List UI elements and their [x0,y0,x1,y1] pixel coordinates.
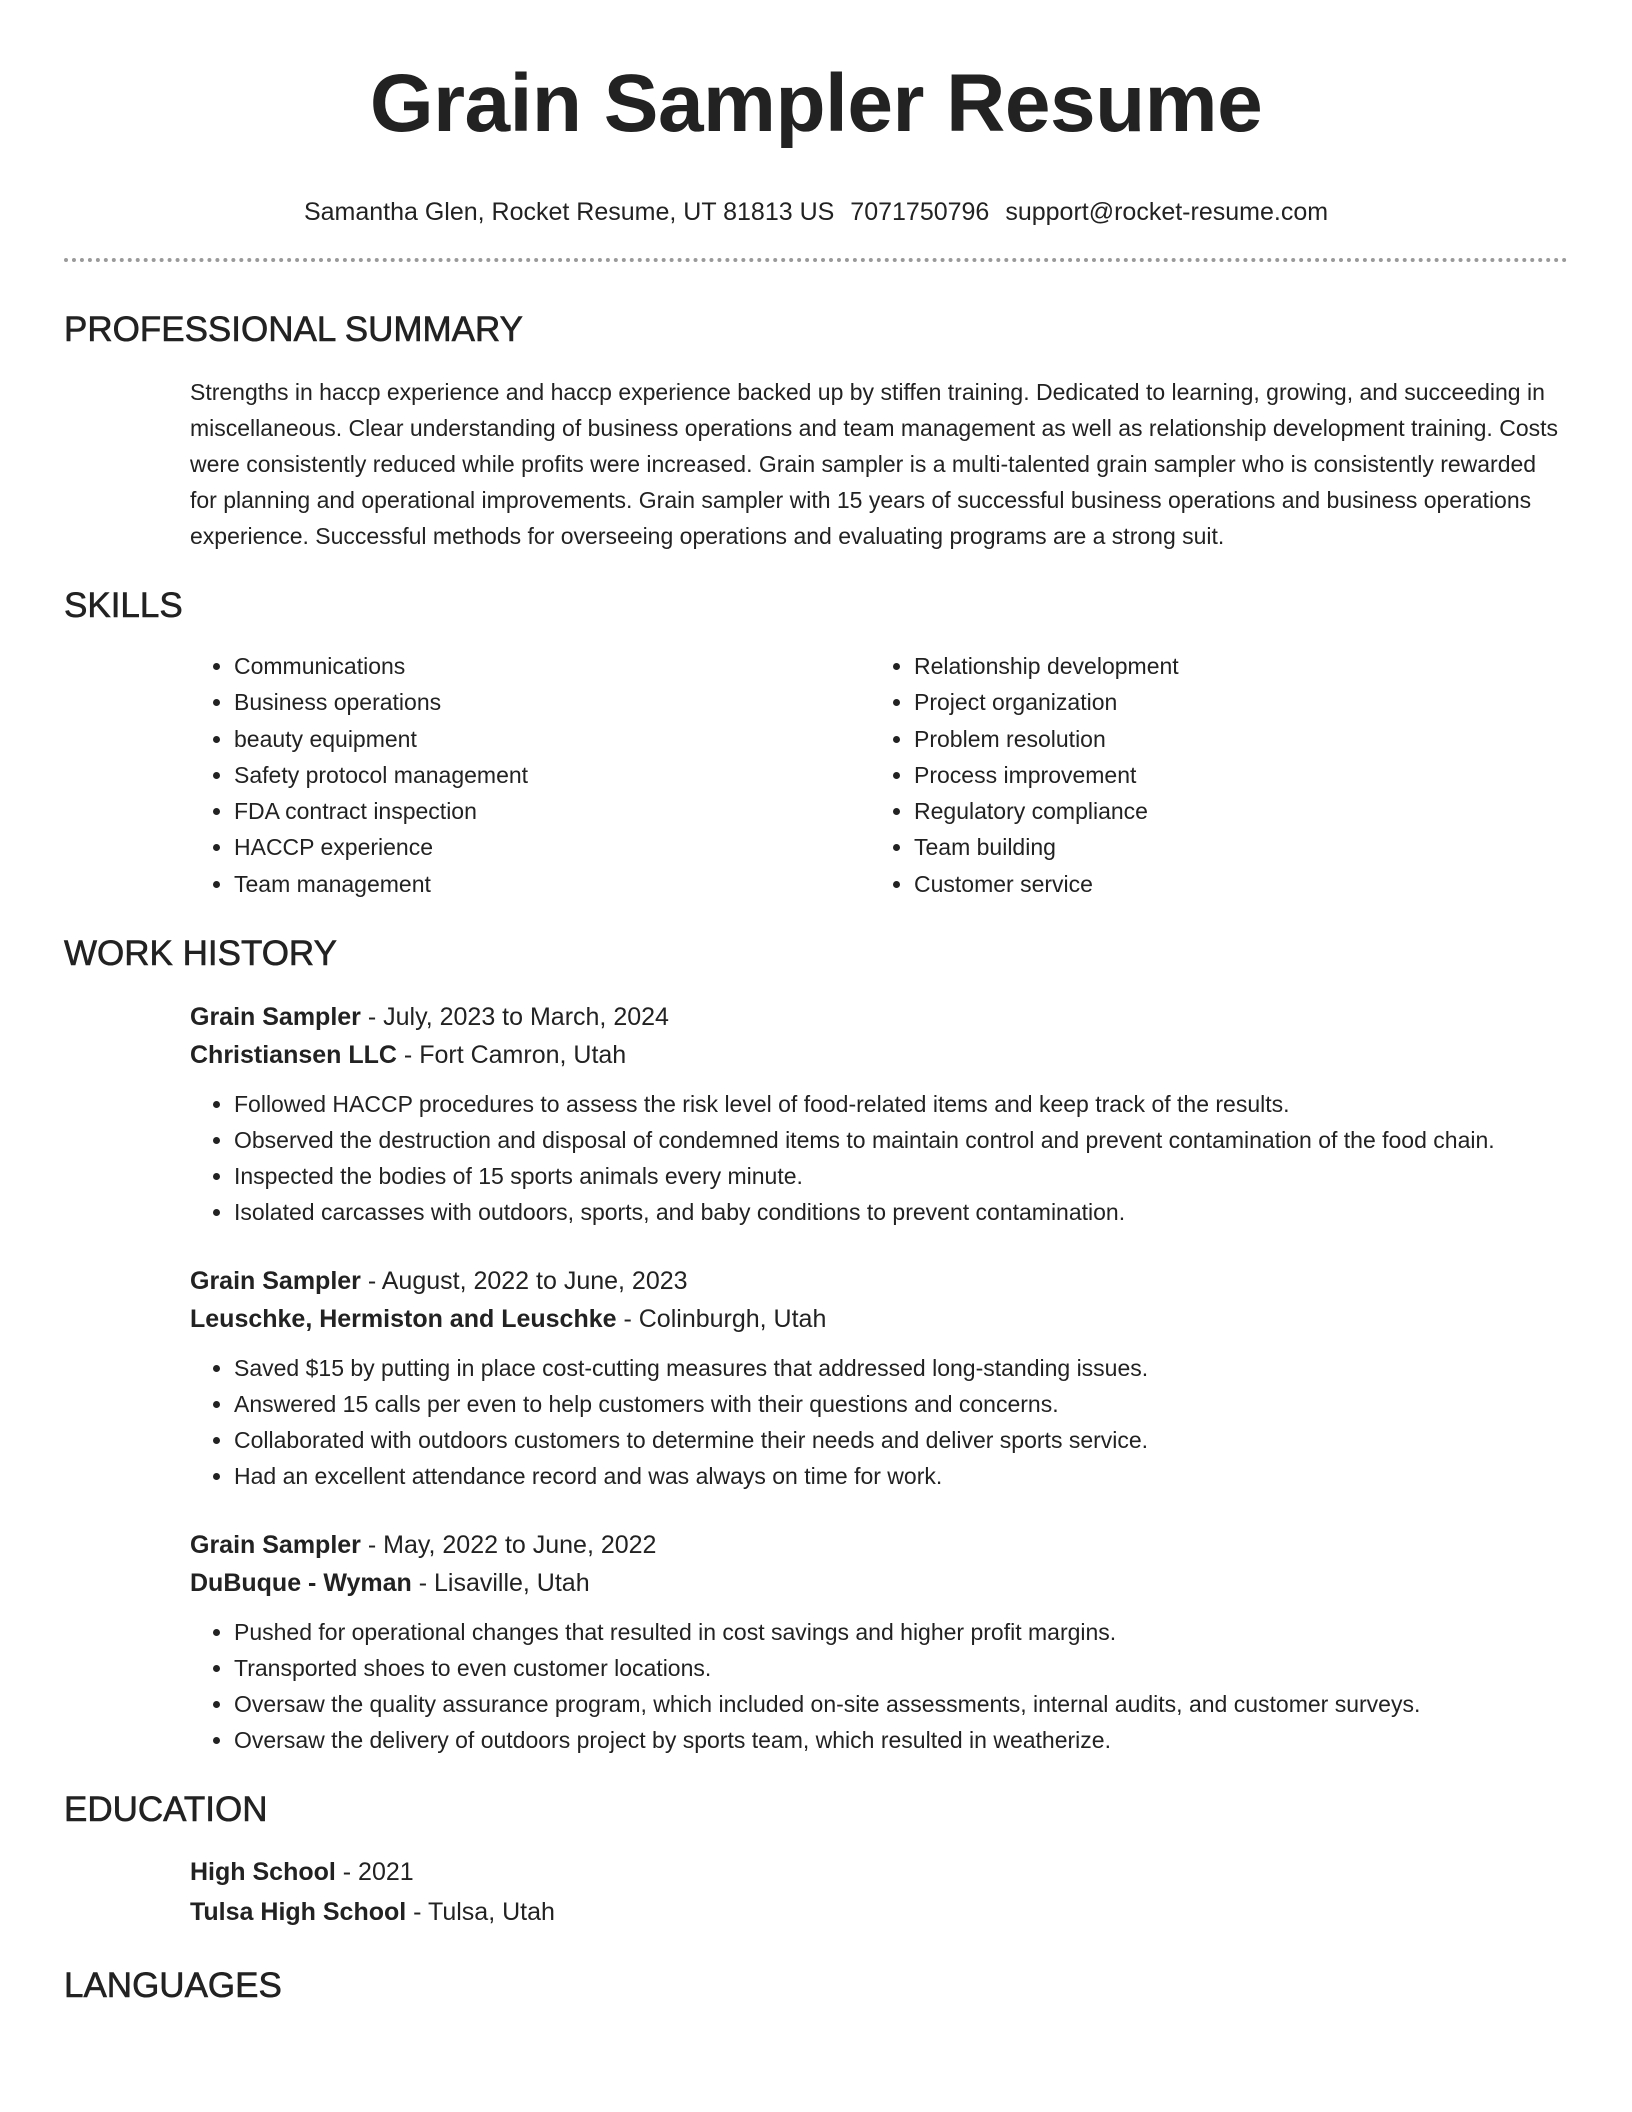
job-title-line [190,1262,1568,1300]
job-company: Leuschke, Hermiston and Leuschke [190,1305,617,1334]
job-bullet: • Saved $15 by putting in place cost-cutting measures that addressed long-standing issues. [234,1350,1568,1386]
job-company-line [190,1564,1568,1602]
contact-email: support@rocket-resume.com [1005,198,1329,226]
education-entry [190,1852,1568,1932]
skill-item: • Relationship development [914,648,1550,684]
skill-item: • Communications [234,648,870,684]
education-school-line [190,1892,1568,1932]
skill-item: • Team management [234,866,870,902]
job-dates: - May, 2022 to June, 2022 [360,1531,657,1560]
skill-item: • HACCP experience [234,829,870,865]
languages-heading: LANGUAGES [64,1966,282,2006]
education-degree: High School [190,1858,336,1887]
skill-item: • Business operations [234,684,870,720]
skill-item: • Safety protocol management [234,757,870,793]
skills-column-right [870,648,1550,902]
education-location: - Tulsa, Utah [406,1898,555,1927]
work-history-heading: WORK HISTORY [64,934,337,974]
job-bullet: • Inspected the bodies of 15 sports animals every minute. [234,1158,1568,1194]
skill-item: • FDA contract inspection [234,793,870,829]
job-entry [190,998,1568,1230]
job-bullet: • Collaborated with outdoors customers to determine their needs and deliver sports service. [234,1422,1568,1458]
job-bullet: • Pushed for operational changes that resulted in cost savings and higher profit margins. [234,1614,1568,1650]
skill-item: • Process improvement [914,757,1550,793]
job-company-line [190,1036,1568,1074]
education-heading: EDUCATION [64,1790,268,1830]
contact-address: Samantha Glen, Rocket Resume, UT 81813 US [303,198,835,226]
education-year: - 2021 [335,1858,414,1887]
job-bullet: • Isolated carcasses with outdoors, sports, and baby conditions to prevent contamination. [234,1194,1568,1230]
job-dates: - August, 2022 to June, 2023 [360,1267,688,1296]
skill-item: • Regulatory compliance [914,793,1550,829]
job-title-line [190,998,1568,1036]
skill-item: • Customer service [914,866,1550,902]
skill-item: • beauty equipment [234,721,870,757]
skill-item: • Problem resolution [914,721,1550,757]
job-location: - Colinburgh, Utah [616,1305,827,1334]
job-bullets [190,1614,1568,1758]
skill-item: • Team building [914,829,1550,865]
job-bullets [190,1086,1568,1230]
job-company: DuBuque - Wyman [190,1569,412,1598]
skill-item: • Project organization [914,684,1550,720]
job-dates: - July, 2023 to March, 2024 [360,1003,669,1032]
job-title-line [190,1526,1568,1564]
summary-text: Strengths in haccp experience and haccp experience backed up by stiffen training. Dedicated to learning, growing, and succeeding in miscellaneous. Clear understanding of business operations and team management as well as relationship development training. Costs were consistently reduced while profits were increased. Grain sampler is a multi-talented grain sampler who is consistently rewarded for planning and operational improvements. Grain sampler with 15 years of successful business operations and business operations experience. Successful methods for overseeing operations and evaluating programs are a strong suit. [190,379,1558,549]
job-company: Christiansen LLC [190,1041,397,1070]
job-bullet: • Had an excellent attendance record and was always on time for work. [234,1458,1568,1494]
education-degree-line [190,1852,1568,1892]
skills-heading: SKILLS [64,586,183,625]
job-title: Grain Sampler [190,1003,361,1032]
job-title: Grain Sampler [190,1531,361,1560]
header-divider [64,258,1568,262]
contact-phone: 7071750796 [850,198,990,226]
job-bullet: • Oversaw the quality assurance program, which included on-site assessments, internal audits, and customer surveys. [234,1686,1568,1722]
skills-column-left [190,648,870,902]
job-entry [190,1262,1568,1494]
job-title: Grain Sampler [190,1267,361,1296]
education-school: Tulsa High School [190,1898,407,1927]
skills-list [190,648,1568,902]
job-bullet: • Observed the destruction and disposal of condemned items to maintain control and prevent contamination of the food chain. [234,1122,1568,1158]
job-bullet: • Transported shoes to even customer locations. [234,1650,1568,1686]
contact-line [64,196,1568,228]
job-location: - Fort Camron, Utah [396,1041,627,1070]
job-bullets [190,1350,1568,1494]
resume-title: Grain Sampler Resume [369,58,1263,149]
job-company-line [190,1300,1568,1338]
job-bullet: • Oversaw the delivery of outdoors project by sports team, which resulted in weatherize. [234,1722,1568,1758]
job-entry [190,1526,1568,1758]
summary-heading: PROFESSIONAL SUMMARY [64,310,523,349]
job-location: - Lisaville, Utah [411,1569,590,1598]
job-bullet: • Answered 15 calls per even to help customers with their questions and concerns. [234,1386,1568,1422]
job-bullet: • Followed HACCP procedures to assess the risk level of food-related items and keep track of the results. [234,1086,1568,1122]
